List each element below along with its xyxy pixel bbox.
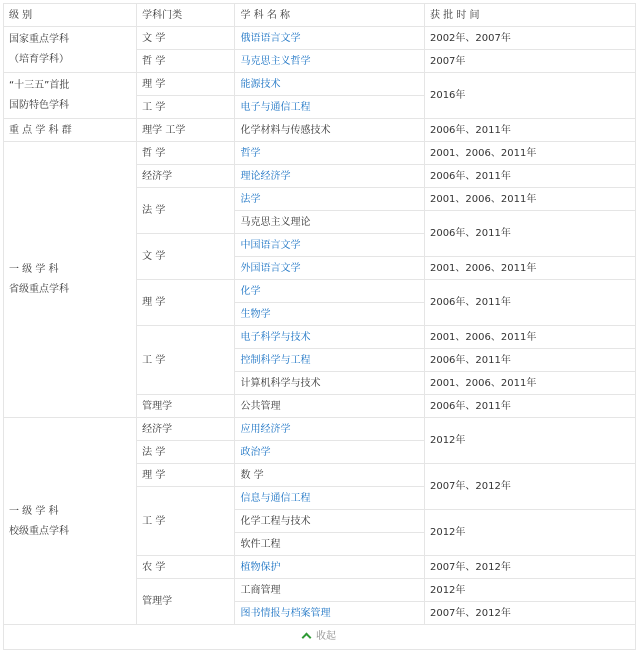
time-cell: 2001、2006、2011年 bbox=[424, 257, 635, 280]
discipline-link[interactable]: 控制科学与工程 bbox=[235, 349, 424, 372]
category-cell: 农 学 bbox=[137, 556, 235, 579]
header-approval-time: 获 批 时 间 bbox=[424, 4, 635, 27]
time-cell: 2006年、2011年 bbox=[424, 165, 635, 188]
discipline-cell: 化学材料与传感技术 bbox=[235, 119, 424, 142]
time-cell: 2001、2006、2011年 bbox=[424, 372, 635, 395]
category-cell: 法 学 bbox=[137, 188, 235, 234]
discipline-link[interactable]: 马克思主义哲学 bbox=[235, 50, 424, 73]
category-cell: 管理学 bbox=[137, 579, 235, 625]
time-cell: 2012年 bbox=[424, 579, 635, 602]
discipline-link[interactable]: 哲学 bbox=[235, 142, 424, 165]
discipline-cell: 工商管理 bbox=[235, 579, 424, 602]
table-row bbox=[4, 73, 636, 96]
time-cell: 2007年、2012年 bbox=[424, 556, 635, 579]
level-subtext: 校级重点学科 bbox=[9, 525, 69, 537]
discipline-cell: 马克思主义理论 bbox=[235, 211, 424, 234]
time-cell: 2006年、2011年 bbox=[424, 119, 635, 142]
collapse-label: 收起 bbox=[316, 631, 336, 642]
time-cell: 2012年 bbox=[424, 418, 635, 464]
chevron-up-icon bbox=[302, 633, 312, 643]
time-cell: 2006年、2011年 bbox=[424, 211, 635, 257]
category-cell: 经济学 bbox=[137, 418, 235, 441]
discipline-link[interactable]: 能源技术 bbox=[235, 73, 424, 96]
discipline-link[interactable]: 外国语言文学 bbox=[235, 257, 424, 280]
level-cell: 重 点 学 科 群 bbox=[4, 119, 137, 142]
category-cell: 管理学 bbox=[137, 395, 235, 418]
time-cell: 2002年、2007年 bbox=[424, 27, 635, 50]
discipline-table-wrapper bbox=[3, 3, 636, 650]
level-subtext: （培育学科） bbox=[9, 54, 69, 65]
discipline-link[interactable]: 植物保护 bbox=[235, 556, 424, 579]
discipline-link[interactable]: 法学 bbox=[235, 188, 424, 211]
discipline-link[interactable]: 化学 bbox=[235, 280, 424, 303]
level-text: 国家重点学科 bbox=[9, 34, 69, 45]
category-cell: 文 学 bbox=[137, 27, 235, 50]
time-cell: 2006年、2011年 bbox=[424, 280, 635, 326]
discipline-link[interactable]: 电子与通信工程 bbox=[235, 96, 424, 119]
time-cell: 2001、2006、2011年 bbox=[424, 326, 635, 349]
time-cell: 2012年 bbox=[424, 510, 635, 556]
category-cell: 工 学 bbox=[137, 487, 235, 556]
time-cell: 2007年 bbox=[424, 50, 635, 73]
table-row bbox=[4, 119, 636, 142]
discipline-link[interactable]: 信息与通信工程 bbox=[235, 487, 424, 510]
discipline-link[interactable]: 应用经济学 bbox=[235, 418, 424, 441]
table-row bbox=[4, 418, 636, 441]
category-cell: 工 学 bbox=[137, 326, 235, 395]
category-cell: 法 学 bbox=[137, 441, 235, 464]
level-text: “十三五”首批 bbox=[9, 80, 70, 91]
collapse-button[interactable] bbox=[3, 625, 636, 650]
time-cell: 2001、2006、2011年 bbox=[424, 188, 635, 211]
time-cell: 2007年、2012年 bbox=[424, 602, 635, 625]
discipline-cell: 计算机科学与技术 bbox=[235, 372, 424, 395]
header-level: 级 别 bbox=[4, 4, 137, 27]
level-cell bbox=[4, 73, 137, 119]
level-text: 一 级 学 科 bbox=[9, 505, 59, 517]
table-header-row bbox=[4, 4, 636, 27]
discipline-cell: 数 学 bbox=[235, 464, 424, 487]
level-cell bbox=[4, 142, 137, 418]
time-cell: 2006年、2011年 bbox=[424, 349, 635, 372]
level-cell bbox=[4, 27, 137, 73]
category-cell: 哲 学 bbox=[137, 50, 235, 73]
discipline-link[interactable]: 俄语语言文学 bbox=[235, 27, 424, 50]
discipline-link[interactable]: 理论经济学 bbox=[235, 165, 424, 188]
discipline-link[interactable]: 图书情报与档案管理 bbox=[235, 602, 424, 625]
category-cell: 理 学 bbox=[137, 464, 235, 487]
time-cell: 2007年、2012年 bbox=[424, 464, 635, 510]
level-cell bbox=[4, 418, 137, 625]
category-cell: 理 学 bbox=[137, 73, 235, 96]
discipline-link[interactable]: 中国语言文学 bbox=[235, 234, 424, 257]
table-row bbox=[4, 27, 636, 50]
header-category: 学科门类 bbox=[137, 4, 235, 27]
category-cell: 理 学 bbox=[137, 280, 235, 326]
discipline-cell: 化学工程与技术 bbox=[235, 510, 424, 533]
category-cell: 经济学 bbox=[137, 165, 235, 188]
table-row bbox=[4, 142, 636, 165]
category-cell: 工 学 bbox=[137, 96, 235, 119]
discipline-link[interactable]: 政治学 bbox=[235, 441, 424, 464]
level-subtext: 国防特色学科 bbox=[9, 100, 69, 111]
category-cell: 哲 学 bbox=[137, 142, 235, 165]
discipline-cell: 公共管理 bbox=[235, 395, 424, 418]
time-cell: 2001、2006、2011年 bbox=[424, 142, 635, 165]
time-cell: 2016年 bbox=[424, 73, 635, 119]
category-cell: 理学 工学 bbox=[137, 119, 235, 142]
discipline-link[interactable]: 电子科学与技术 bbox=[235, 326, 424, 349]
discipline-cell: 软件工程 bbox=[235, 533, 424, 556]
level-subtext: 省级重点学科 bbox=[9, 284, 69, 295]
level-text: 一 级 学 科 bbox=[9, 264, 59, 275]
discipline-table bbox=[3, 3, 636, 625]
discipline-link[interactable]: 生物学 bbox=[235, 303, 424, 326]
category-cell: 文 学 bbox=[137, 234, 235, 280]
time-cell: 2006年、2011年 bbox=[424, 395, 635, 418]
header-discipline: 学 科 名 称 bbox=[235, 4, 424, 27]
